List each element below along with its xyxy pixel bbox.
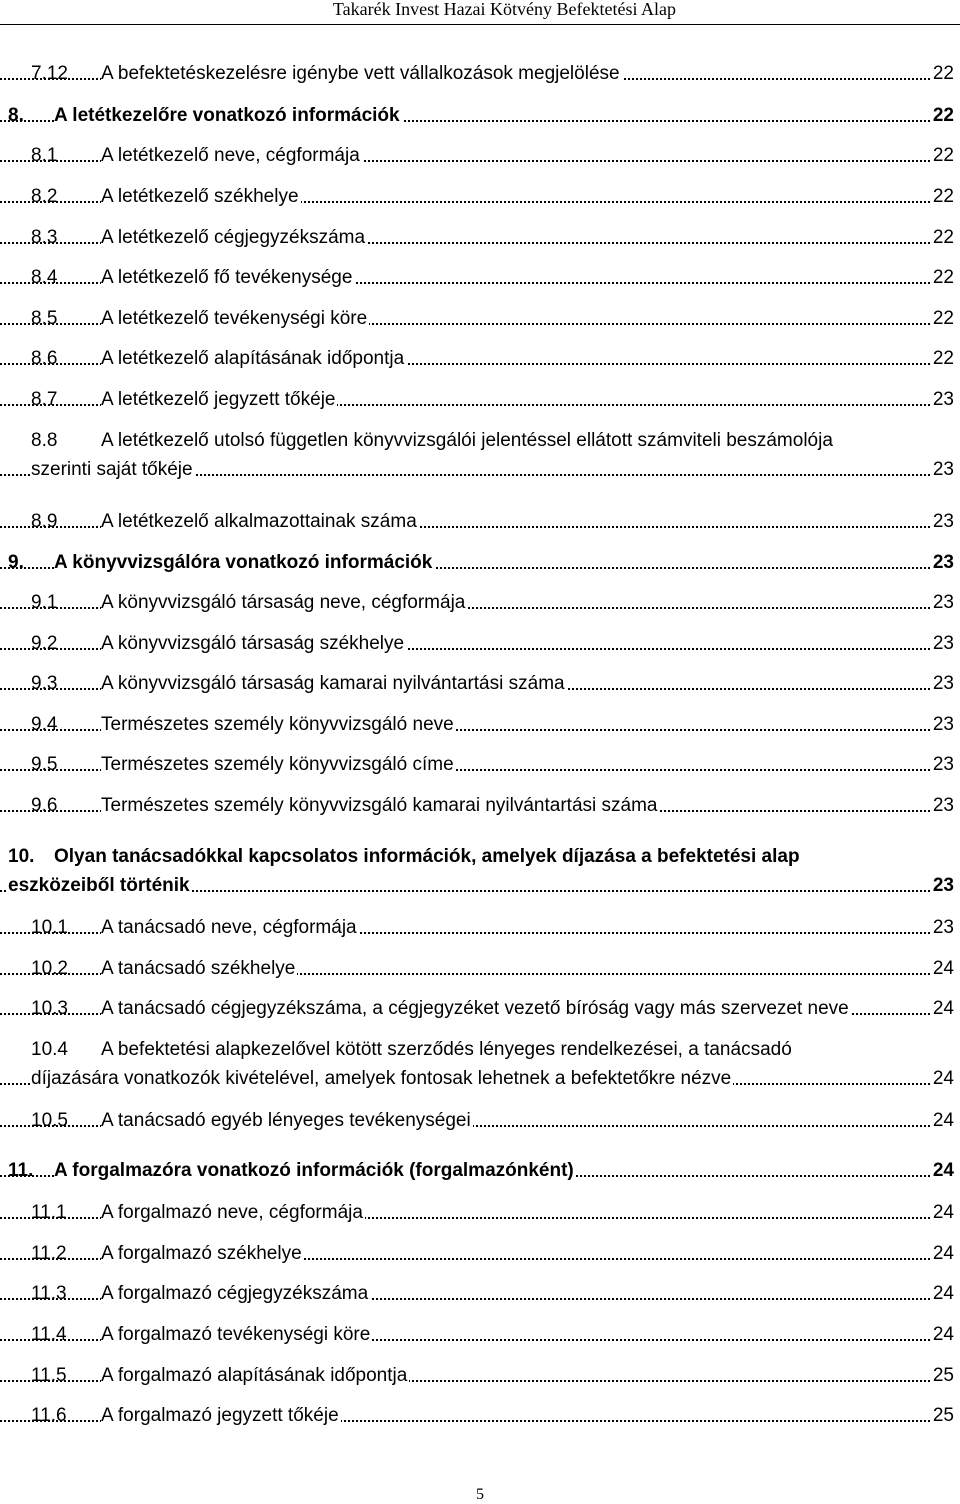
toc-entry-title: A letétkezelő tevékenységi köre (101, 308, 368, 329)
toc-entry-title-continued: eszközeiből történik (8, 875, 190, 896)
toc-entry-title: A befektetési alapkezelővel kötött szerződés lényeges rendelkezései, a tanácsadó (101, 1039, 792, 1060)
toc-entry-title: A forgalmazó tevékenységi köre (101, 1324, 371, 1345)
toc-entry-number: 8.5 (31, 308, 58, 329)
toc-entry-number: 8.2 (31, 186, 58, 207)
toc-entry-title: A letétkezelő utolsó független könyvvizsgálói jelentéssel ellátott számviteli beszámolója (101, 430, 833, 451)
toc-entry-page: 24 (932, 1068, 954, 1089)
toc-entry-page: 23 (932, 875, 954, 896)
toc-entry-page: 22 (932, 145, 954, 166)
toc-entry-page: 22 (932, 227, 954, 248)
toc-entry-page: 25 (932, 1405, 954, 1426)
toc-entry-title: A tanácsadó neve, cégformája (101, 917, 357, 938)
toc-entry-number: 8.7 (31, 389, 58, 410)
toc-entry-number: 9.3 (31, 673, 58, 694)
toc-entry-title: A forgalmazó alapításának időpontja (101, 1365, 408, 1386)
toc-entry-number: 10.3 (31, 998, 68, 1019)
toc-entry-number: 9.2 (31, 633, 58, 654)
toc-entry-page: 23 (932, 754, 954, 775)
toc-entry-number: 10.4 (31, 1039, 68, 1060)
toc-entry-number: 8.8 (31, 430, 58, 451)
toc-entry-title: Olyan tanácsadókkal kapcsolatos információk, amelyek díjazása a befektetési alap (54, 846, 800, 867)
toc-entry-page: 23 (932, 714, 954, 735)
toc-entry-title: A könyvvizsgálóra vonatkozó információk (54, 552, 433, 573)
toc-entry-title: A letétkezelő neve, cégformája (101, 145, 360, 166)
toc-entry-number: 8.3 (31, 227, 58, 248)
toc-entry-page: 23 (932, 511, 954, 532)
toc-entry-number: 10.5 (31, 1110, 68, 1131)
toc-entry-title: A letétkezelő alapításának időpontja (101, 348, 405, 369)
toc-entry-title: A tanácsadó egyéb lényeges tevékenységei (101, 1110, 471, 1131)
toc-entry-page: 24 (932, 958, 954, 979)
toc-entry-page: 25 (932, 1365, 954, 1386)
toc-entry-number: 9.5 (31, 754, 58, 775)
toc-entry-title: A tanácsadó cégjegyzékszáma, a cégjegyzéket vezető bíróság vagy más szervezet neve (101, 998, 849, 1019)
toc-entry-page: 22 (932, 267, 954, 288)
toc-entry-number: 11.2 (31, 1243, 67, 1264)
toc-entry-page: 24 (932, 1202, 954, 1223)
running-header (0, 0, 960, 22)
toc-entry-page: 23 (932, 673, 954, 694)
toc-entry-number: 11.3 (31, 1283, 67, 1304)
toc-entry-page: 24 (932, 1283, 954, 1304)
toc-entry-page: 24 (932, 998, 954, 1019)
toc-entry-number: 11.4 (31, 1324, 67, 1345)
toc-entry-title: A letétkezelőre vonatkozó információk (54, 105, 400, 126)
toc-entry-title: A könyvvizsgáló társaság székhelye (101, 633, 405, 654)
toc-entry-number: 8.1 (31, 145, 58, 166)
toc-entry-number: 8.4 (31, 267, 58, 288)
toc-entry-title: A letétkezelő székhelye (101, 186, 299, 207)
toc-entry-number: 11.1 (31, 1202, 67, 1223)
toc-entry-title: A forgalmazó székhelye (101, 1243, 302, 1264)
toc-entry-number: 9.6 (31, 795, 58, 816)
toc-entry-number: 9.1 (31, 592, 58, 613)
page-number: 5 (476, 1486, 484, 1503)
toc-entry-title: A letétkezelő jegyzett tőkéje (101, 389, 336, 410)
toc-entry-title: Természetes személy könyvvizsgáló címe (101, 754, 454, 775)
toc-entry-page: 24 (932, 1243, 954, 1264)
document-title: Takarék Invest Hazai Kötvény Befektetési Alap (332, 0, 676, 19)
toc-entry-title: A könyvvizsgáló társaság neve, cégformája (101, 592, 466, 613)
toc-entry-page: 23 (932, 633, 954, 654)
toc-entry-number: 10. (8, 846, 35, 867)
toc-entry-number: 8. (8, 105, 24, 126)
toc-entry-page: 22 (932, 105, 954, 126)
toc-entry-title: A letétkezelő cégjegyzékszáma (101, 227, 366, 248)
header-rule (0, 24, 960, 25)
toc-entry-number: 10.2 (31, 958, 68, 979)
toc-entry-title: A forgalmazó cégjegyzékszáma (101, 1283, 369, 1304)
toc-entry-number: 11.5 (31, 1365, 67, 1386)
toc-entry-title: Természetes személy könyvvizsgáló neve (101, 714, 454, 735)
toc-entry-page: 22 (932, 186, 954, 207)
toc-entry-number: 8.6 (31, 348, 58, 369)
toc-entry-number: 9. (8, 552, 24, 573)
toc-entry-title: A letétkezelő fő tevékenysége (101, 267, 353, 288)
toc-entry-number: 8.9 (31, 511, 58, 532)
toc-entry-page: 23 (932, 552, 954, 573)
toc-entry-number: 7.12 (31, 63, 68, 84)
toc-entry-title: A forgalmazóra vonatkozó információk (forgalmazónként) (54, 1160, 574, 1181)
toc-entry-page: 23 (932, 917, 954, 938)
toc-entry-page: 22 (932, 348, 954, 369)
toc-entry-page: 23 (932, 459, 954, 480)
toc-entry-page: 23 (932, 389, 954, 410)
toc-entry-page: 22 (932, 308, 954, 329)
toc-entry-title: A forgalmazó jegyzett tőkéje (101, 1405, 339, 1426)
toc-entry-title: A letétkezelő alkalmazottainak száma (101, 511, 417, 532)
toc-entry-title: A befektetéskezelésre igénybe vett vállalkozások megjelölése (101, 63, 620, 84)
toc-entry-title-continued: szerinti saját tőkéje (31, 459, 193, 480)
toc-entry-page: 23 (932, 795, 954, 816)
toc-entry-number: 11. (8, 1160, 34, 1181)
toc-entry-title: A tanácsadó székhelye (101, 958, 296, 979)
toc-entry-page: 24 (932, 1110, 954, 1131)
toc-entry-number: 11.6 (31, 1405, 67, 1426)
toc-entry-number: 9.4 (31, 714, 58, 735)
toc-entry-page: 22 (932, 63, 954, 84)
toc-entry-page: 24 (932, 1324, 954, 1345)
toc-entry-page: 24 (932, 1160, 954, 1181)
toc-entry-title-continued: díjazására vonatkozók kivételével, amelyek fontosak lehetnek a befektetőkre nézve (31, 1068, 732, 1089)
toc-entry-page: 23 (932, 592, 954, 613)
toc-entry-title: A forgalmazó neve, cégformája (101, 1202, 363, 1223)
toc-entry-title: Természetes személy könyvvizsgáló kamarai nyilvántartási száma (101, 795, 658, 816)
toc-entry-number: 10.1 (31, 917, 68, 938)
toc-entry-title: A könyvvizsgáló társaság kamarai nyilvántartási száma (101, 673, 565, 694)
